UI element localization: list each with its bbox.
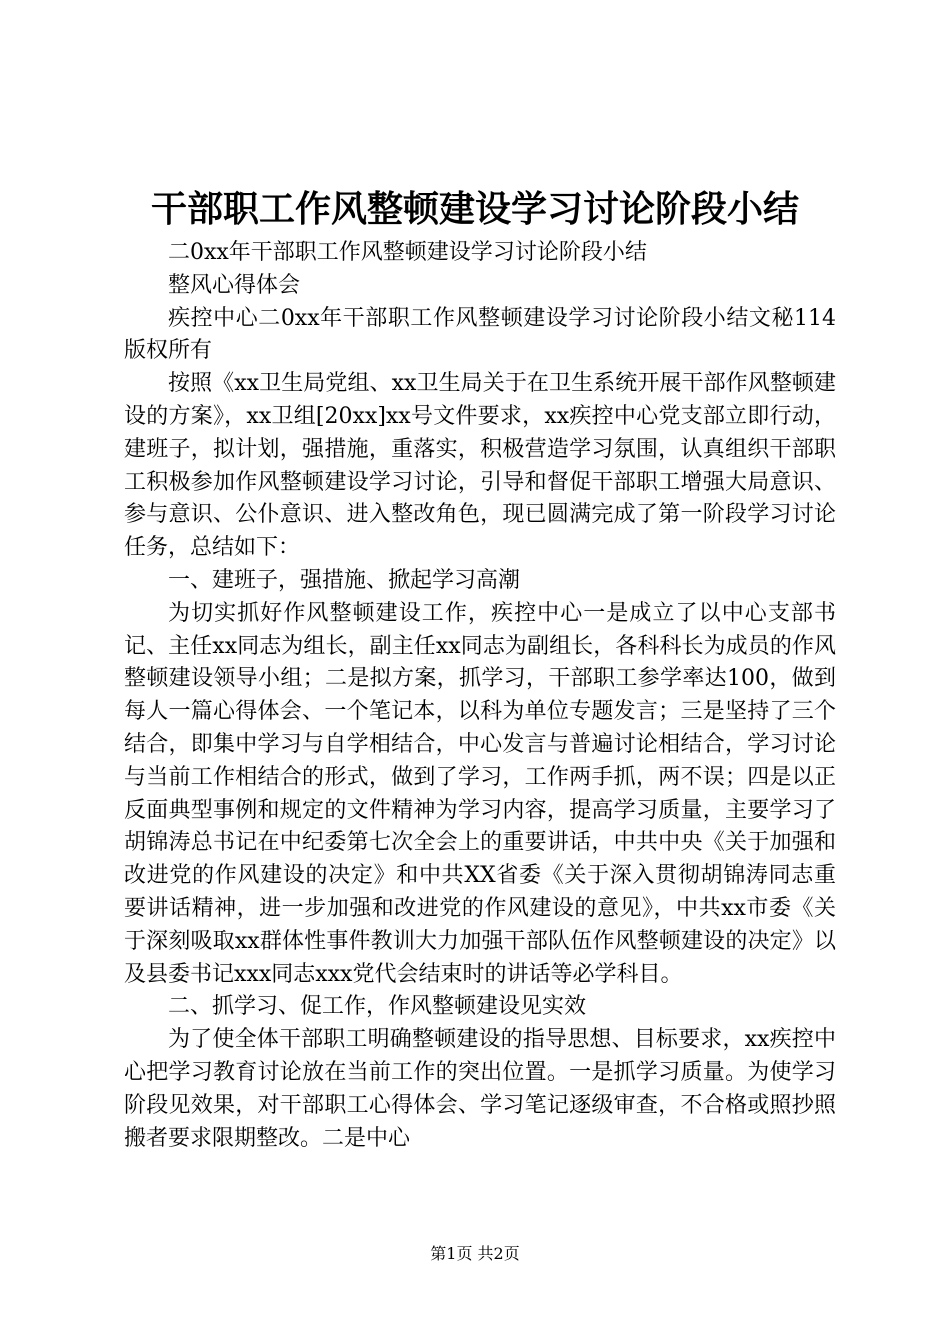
paragraph-source: 疾控中心二0xx年干部职工作风整顿建设学习讨论阶段小结文秘114版权所有	[124, 305, 836, 364]
paragraph-section-1: 为切实抓好作风整顿建设工作，疾控中心一是成立了以中心支部书记、主任xx同志为组长，副主任xx同志为副组长，各科科长为成员的作风整顿建设领导小组；二是拟方案，抓学习，干部职工参学率达100，做到每人一篇心得体会、一个笔记本，以科为单位专题发言；三是坚持了三个结合，即集中学习与自学相结合，中心发言与普遍讨论相结合，学习讨论与当前工作相结合的形式，做到了学习，工作两手抓，两不误；四是以正反面典型事例和规定的文件精神为学习内容，提高学习质量，主要学习了胡锦涛总书记在中纪委第七次全会上的重要讲话，中共中央《关于加强和改进党的作风建设的决定》和中共XX省委《关于深入贯彻胡锦涛同志重要讲话精神，进一步加强和改进党的作风建设的意见》，中共xx市委《关于深刻吸取xx群体性事件教训大力加强干部队伍作风整顿建设的决定》以及县委书记xxx同志xxx党代会结束时的讲话等必学科目。	[124, 600, 836, 987]
paragraph-subtitle: 二0xx年干部职工作风整顿建设学习讨论阶段小结	[168, 240, 647, 265]
page-footer: 第1页 共2页	[430, 1244, 520, 1263]
document-title: 干部职工作风整顿建设学习讨论阶段小结	[150, 188, 799, 230]
document-body	[124, 237, 836, 1155]
paragraph-intro: 按照《xx卫生局党组、xx卫生局关于在卫生系统开展干部作风整顿建设的方案》，xx卫组[20xx]xx号文件要求，xx疾控中心党支部立即行动，建班子，拟计划，强措施，重落实，积极营造学习氛围，认真组织干部职工积极参加作风整顿建设学习讨论，引导和督促干部职工增强大局意识、参与意识、公仆意识、进入整改角色，现已圆满完成了第一阶段学习讨论任务，总结如下：	[124, 371, 836, 561]
section-heading-1: 一、建班子，强措施、掀起学习高潮	[168, 567, 521, 593]
paragraph-section-2: 为了使全体干部职工明确整顿建设的指导思想、目标要求，xx疾控中心把学习教育讨论放在当前工作的突出位置。一是抓学习质量。为使学习阶段见效果，对干部职工心得体会、学习笔记逐级审查，不合格或照抄照搬者要求限期整改。二是中心	[124, 1027, 836, 1151]
section-heading-2: 二、抓学习、促工作，作风整顿建设见实效	[168, 994, 587, 1020]
paragraph-category: 整风心得体会	[168, 272, 301, 298]
